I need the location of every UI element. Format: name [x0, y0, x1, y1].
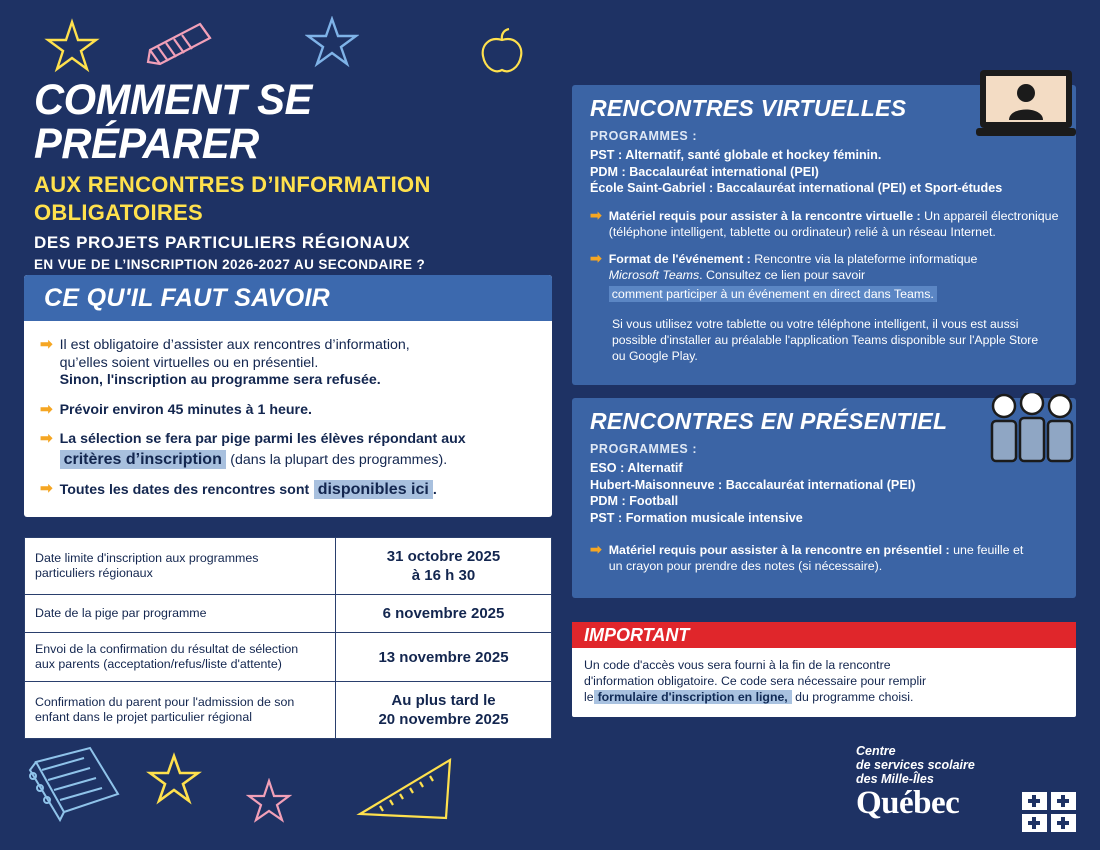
page-title: COMMENT SE PRÉPARER [34, 76, 312, 168]
presentiel-programme-1-lead: ESO : [590, 461, 625, 475]
presentiel-programme-2 [590, 477, 1062, 494]
presentiel-bullet-materiel [590, 542, 1062, 574]
formulaire-inscription-link[interactable]: formulaire d'inscription en ligne, [594, 690, 792, 704]
important-line1: Un code d'accès vous sera fourni à la fin de la rencontre [584, 658, 891, 672]
virtuelles-programme-1 [590, 147, 1062, 164]
virtuelles-programme-2-lead: PDM : [590, 164, 626, 179]
disponibles-ici-link[interactable]: disponibles ici [314, 480, 433, 499]
savoir-item-2-line1: Prévoir environ 45 minutes à 1 heure. [59, 401, 312, 418]
presentiel-programme-3-text: Football [629, 494, 679, 508]
virtuelles-bullet1-bold: Matériel requis pour assister à la rencontre virtuelle : [608, 208, 921, 223]
virtuelles-bullet2-rest: . Consultez ce lien pour savoir [699, 267, 866, 282]
virtuelles-note-line2: possible d'installer au préalable l'application Teams disponible sur l'Apple Store [612, 332, 1039, 347]
savoir-card [24, 275, 552, 517]
quebec-flag-icon [1022, 792, 1076, 832]
presentiel-bullet-line2: un crayon pour prendre des notes (si nécessaire). [608, 559, 883, 573]
savoir-heading: CE QU'IL FAUT SAVOIR [44, 283, 331, 312]
subtitle-yellow-line1: AUX RENCONTRES D’INFORMATION [34, 172, 431, 197]
row4-label-line1: Confirmation du parent pour l'admission de son [35, 695, 295, 709]
virtuelles-note [590, 316, 1062, 364]
virtuelles-programme-1-lead: PST : [590, 148, 623, 162]
important-header [572, 622, 1076, 648]
virtuelles-teams-name: Microsoft Teams [608, 267, 700, 282]
presentiel-programme-2-text: Baccalauréat international (PEI) [725, 477, 916, 492]
presentiel-bullet-bold: Matériel requis pour assister à la rencontre en présentiel : [608, 543, 950, 557]
org-line3: des Mille-Îles [856, 772, 934, 786]
star-doodle-2 [305, 16, 359, 68]
virtuelles-bullet-format [590, 251, 1062, 302]
virtuelles-bullet-materiel [590, 208, 1062, 240]
virtuelles-programme-3-lead: École Saint-Gabriel : [590, 181, 714, 195]
table-cell-label [25, 595, 336, 633]
virtuelles-programme-3-text: Baccalauréat international (PEI) et Sport-études [716, 181, 1003, 195]
arrow-icon: ➡ [40, 336, 53, 353]
arrow-icon: ➡ [590, 249, 602, 266]
virtuelles-note-line3: ou Google Play. [612, 348, 698, 363]
important-line3 [584, 689, 1064, 705]
arrow-icon: ➡ [40, 400, 53, 418]
table-cell-value [336, 682, 552, 739]
table-cell-value [336, 633, 552, 682]
presentiel-programme-3 [590, 493, 1062, 510]
row2-value-line1: 6 novembre 2025 [382, 605, 505, 622]
presentiel-bullet-text: une feuille et [953, 543, 1024, 557]
virtuelles-bullet1-text: Un appareil électronique [924, 208, 1059, 223]
virtuelles-bullet1-line2: (téléphone intelligent, tablette ou ordinateur) relié à un réseau Internet. [608, 224, 996, 239]
virtuelles-body [572, 122, 1076, 364]
footer-logo [856, 744, 1076, 834]
presentiel-heading: RENCONTRES EN PRÉSENTIEL [590, 408, 948, 434]
virtuelles-programme-1-text: Alternatif, santé globale et hockey féminin. [625, 148, 882, 162]
savoir-item-3 [40, 431, 534, 469]
quebec-wordmark: Québec [856, 785, 960, 821]
important-body [572, 648, 1076, 717]
org-line1: Centre [856, 744, 896, 758]
important-card [572, 622, 1076, 717]
notebook-doodle [18, 742, 128, 834]
laptop-icon [976, 68, 1076, 140]
important-heading: IMPORTANT [584, 624, 690, 645]
row3-label-line2: aux parents (acceptation/refus/liste d'attente) [35, 657, 282, 671]
savoir-item-1-line3: Sinon, l'inscription au programme sera refusée. [59, 372, 381, 388]
savoir-item-1-line2: qu’elles soient virtuelles ou en présentiel. [59, 354, 319, 371]
virtuelles-note-line1: Si vous utilisez votre tablette ou votre téléphone intelligent, il vous est aussi [612, 316, 1019, 331]
important-line3-pre: le [584, 690, 594, 704]
presentiel-programme-4 [590, 510, 1062, 527]
pencil-doodle [138, 16, 230, 72]
row3-value-line1: 13 novembre 2025 [378, 648, 509, 666]
table-row [25, 595, 552, 633]
savoir-item-3-after: (dans la plupart des programmes). [230, 451, 448, 468]
row4-value-line1: Au plus tard le [391, 692, 496, 709]
table-cell-label [25, 633, 336, 682]
table-row [25, 633, 552, 682]
presentiel-programme-4-text: Formation musicale intensive [625, 510, 803, 525]
virtuelles-programme-2-text: Baccalauréat international (PEI) [629, 164, 819, 179]
virtuelles-bullet2-text: Rencontre via la plateforme informatique [754, 251, 978, 266]
star-doodle-3 [146, 752, 202, 806]
savoir-item-1 [40, 337, 534, 390]
row1-value-line1: 31 octobre 2025 [386, 548, 501, 565]
teams-event-link[interactable]: comment participer à un événement en direct dans Teams. [609, 286, 937, 302]
subtitle-yellow-line2: OBLIGATOIRES [34, 200, 204, 225]
virtuelles-bullet2-bold: Format de l'événement : [608, 251, 751, 266]
presentiel-programme-4-lead: PST : [590, 510, 623, 525]
savoir-body [24, 321, 552, 500]
row1-label-line2: particuliers régionaux [35, 566, 153, 580]
important-line2: d'information obligatoire. Ce code sera nécessaire pour remplir [584, 674, 927, 688]
arrow-icon: ➡ [590, 206, 602, 223]
subtitle-white-line2: EN VUE DE L’INSCRIPTION 2026-2027 AU SECONDAIRE ? [34, 257, 426, 272]
savoir-item-4 [40, 481, 534, 500]
presentiel-programme-2-lead: Hubert-Maisonneuve : [590, 477, 723, 492]
important-line3-post: du programme choisi. [795, 690, 914, 704]
savoir-item-4-after: . [432, 482, 437, 498]
table-cell-label [25, 538, 336, 595]
row4-label-line2: enfant dans le projet particulier régional [35, 710, 252, 724]
org-line2: de services scolaire [856, 758, 975, 772]
row1-label-line1: Date limite d'inscription aux programmes [35, 551, 259, 565]
apple-doodle [475, 26, 529, 78]
table-cell-value [336, 595, 552, 633]
savoir-item-3-line1: La sélection se fera par pige parmi les élèves répondant aux [59, 431, 466, 447]
row4-value-line2: 20 novembre 2025 [378, 711, 509, 728]
virtuelles-programme-3 [590, 180, 1062, 197]
arrow-icon: ➡ [40, 430, 53, 447]
savoir-item-2 [40, 402, 534, 420]
virtuelles-heading: RENCONTRES VIRTUELLES [590, 95, 907, 121]
presentiel-programme-1-text: Alternatif [627, 461, 683, 475]
table-cell-label [25, 682, 336, 739]
presentiel-programme-3-lead: PDM : [590, 494, 626, 508]
table-row [25, 538, 552, 595]
row2-label-line1: Date de la pige par programme [35, 606, 207, 620]
presentiel-programmes-label: PROGRAMMES : [590, 442, 698, 456]
star-doodle-1 [44, 18, 100, 74]
virtuelles-programmes-label: PROGRAMMES : [590, 129, 698, 143]
table-row [25, 682, 552, 739]
table-cell-value [336, 538, 552, 595]
criteres-inscription-link[interactable]: critères d’inscription [60, 450, 226, 469]
ruler-doodle [350, 752, 460, 828]
savoir-item-1-line1: Il est obligatoire d’assister aux rencontres d’information, [59, 337, 410, 353]
savoir-header [24, 275, 552, 321]
virtuelles-programme-2 [590, 164, 1062, 181]
savoir-item-4-line1: Toutes les dates des rencontres sont [59, 482, 310, 498]
star-doodle-4 [246, 778, 292, 824]
people-group-icon [986, 393, 1078, 465]
arrow-icon: ➡ [590, 541, 602, 557]
header-block [34, 78, 554, 274]
dates-table [24, 537, 552, 739]
row3-label-line1: Envoi de la confirmation du résultat de sélection [35, 642, 299, 656]
row1-value-line2: à 16 h 30 [411, 567, 476, 584]
subtitle-white-line1: DES PROJETS PARTICULIERS RÉGIONAUX [34, 233, 411, 252]
arrow-icon: ➡ [40, 480, 53, 497]
